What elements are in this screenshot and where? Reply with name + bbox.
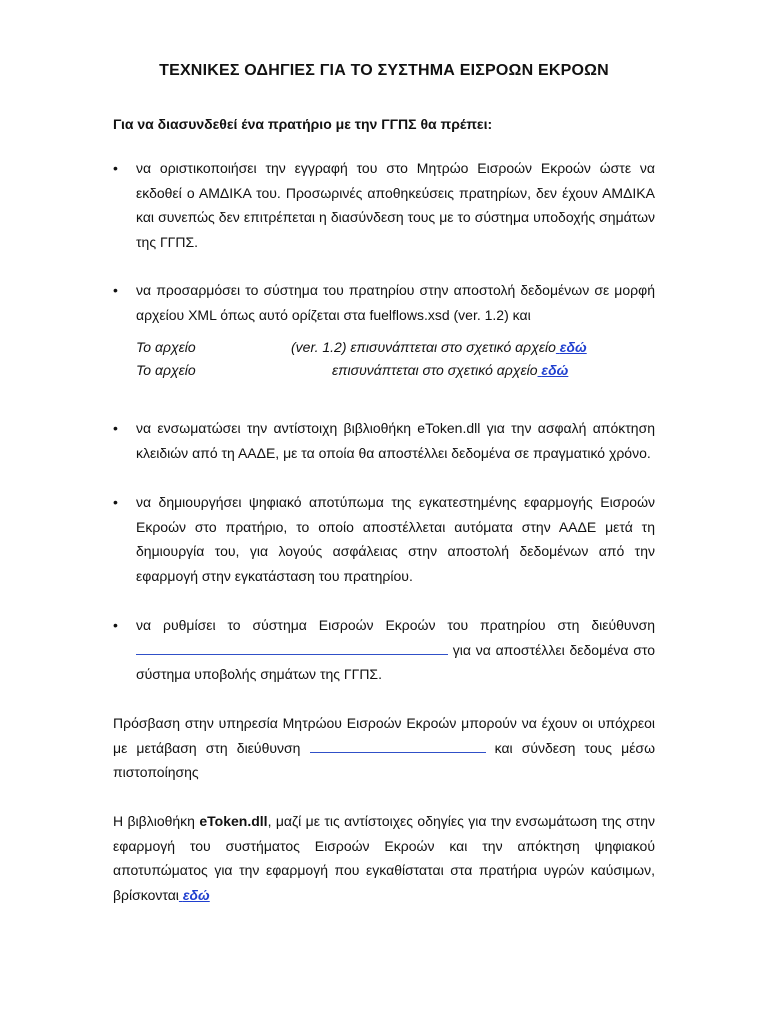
file-link-text: εδώ — [541, 362, 569, 378]
access-paragraph — [113, 711, 655, 785]
file-label: Το αρχείο — [136, 339, 196, 355]
file-label: Το αρχείο — [136, 362, 196, 378]
bullet-icon: • — [113, 160, 118, 176]
bullet-item-etoken — [113, 416, 655, 465]
library-name: eToken.dll — [199, 813, 268, 829]
file-link[interactable] — [538, 362, 569, 378]
bullet-text: να προσαρμόσει το σύστημα του πρατηρίου στην αποστολή δεδομένων σε μορφή αρχείου XML όπως αυτό ορίζεται στα fuelflows.xsd (ver. 1.2) και — [136, 282, 655, 323]
document-title: ΤΕΧΝΙΚΕΣ ΟΔΗΓΙΕΣ ΓΙΑ ΤΟ ΣΥΣΤΗΜΑ ΕΙΣΡΟΩΝ ΕΚΡΟΩΝ — [159, 62, 609, 79]
library-paragraph — [113, 809, 655, 907]
intro-text: Για να διασυνδεθεί ένα πρατήριο με την ΓΓΠΣ θα πρέπει: — [113, 116, 493, 132]
file-description-text: επισυνάπτεται στο σχετικό αρχείο — [332, 362, 538, 378]
access-text-after: και σύνδεση τους μέσω πιστοποίησης — [113, 739, 656, 780]
access-address-blank-field — [310, 738, 486, 753]
file-link-text: εδώ — [559, 339, 587, 355]
library-link-text: εδώ — [182, 886, 210, 903]
bullet-icon: • — [113, 420, 118, 436]
file-description — [291, 336, 587, 359]
bullet-text-after: για να αποστέλλει δεδομένα στο σύστημα υποβολής σημάτων της ΓΓΠΣ. — [136, 641, 655, 682]
bullet-icon: • — [113, 617, 118, 633]
access-text-before: Πρόσβαση στην υπηρεσία Μητρώου Εισροών Εκροών μπορούν να έχουν οι υπόχρεοι με μετάβαση στη διεύθυνση — [113, 715, 655, 756]
bullet-item-xml — [113, 278, 655, 327]
library-text-after: , μαζί με τις αντίστοιχες οδηγίες για την ενσωμάτωση της στην εφαρμογή του συστήματος Εισροών Εκροών και την απόκτηση ψηφιακού αποτυπώματος για την εφαρμογή που εγκαθίσταται στα πρατήρια υγρών καύσιμων, βρίσκονται — [113, 813, 655, 903]
bullet-item-address — [113, 613, 655, 687]
bullet-text — [136, 613, 655, 687]
library-link[interactable] — [179, 887, 210, 903]
bullet-text: να οριστικοποιήσει την εγγραφή του στο Μητρώο Εισροών Εκροών ώστε να εκδοθεί ο ΑΜΔΙΚΑ του. Προσωρινές αποθηκεύσεις πρατηρίων, δεν έχουν ΑΜΔΙΚΑ και συνεπώς δεν επιτρέπεται η διασύνδεση τους με το σύστημα υποδοχής σημάτων της ΓΓΠΣ. — [136, 160, 655, 250]
file-description — [332, 359, 568, 382]
bullet-text: να ενσωματώσει την αντίστοιχη βιβλιοθήκη eToken.dll για την ασφαλή απόκτηση κλειδιών από τη ΑΑΔΕ, με τα οποία θα αποστέλλει δεδομένα σε πραγματικό χρόνο. — [136, 420, 655, 461]
bullet-icon: • — [113, 494, 118, 510]
bullet-text: να δημιουργήσει ψηφιακό αποτύπωμα της εγκατεστημένης εφαρμογής Εισροών Εκροών στο πρατήριο, το οποίο αποστέλλεται αυτόματα στην ΑΑΔΕ μετά τη δημιουργία του, για λογούς ασφάλειας στην αποστολή δεδομένων από την εφαρμογή στην εγκατάσταση του πρατηρίου. — [136, 494, 655, 584]
address-blank-field — [136, 640, 448, 655]
library-text-before: Η βιβλιοθήκη — [113, 813, 195, 829]
bullet-item-registration — [113, 156, 655, 254]
bullet-item-fingerprint — [113, 490, 655, 588]
bullet-icon: • — [113, 282, 118, 298]
file-link[interactable] — [556, 339, 587, 355]
bullet-text-before: να ρυθμίσει το σύστημα Εισροών Εκροών του πρατηρίου στη διεύθυνση — [136, 617, 655, 633]
file-description-text: (ver. 1.2) επισυνάπτεται στο σχετικό αρχείο — [291, 339, 556, 355]
